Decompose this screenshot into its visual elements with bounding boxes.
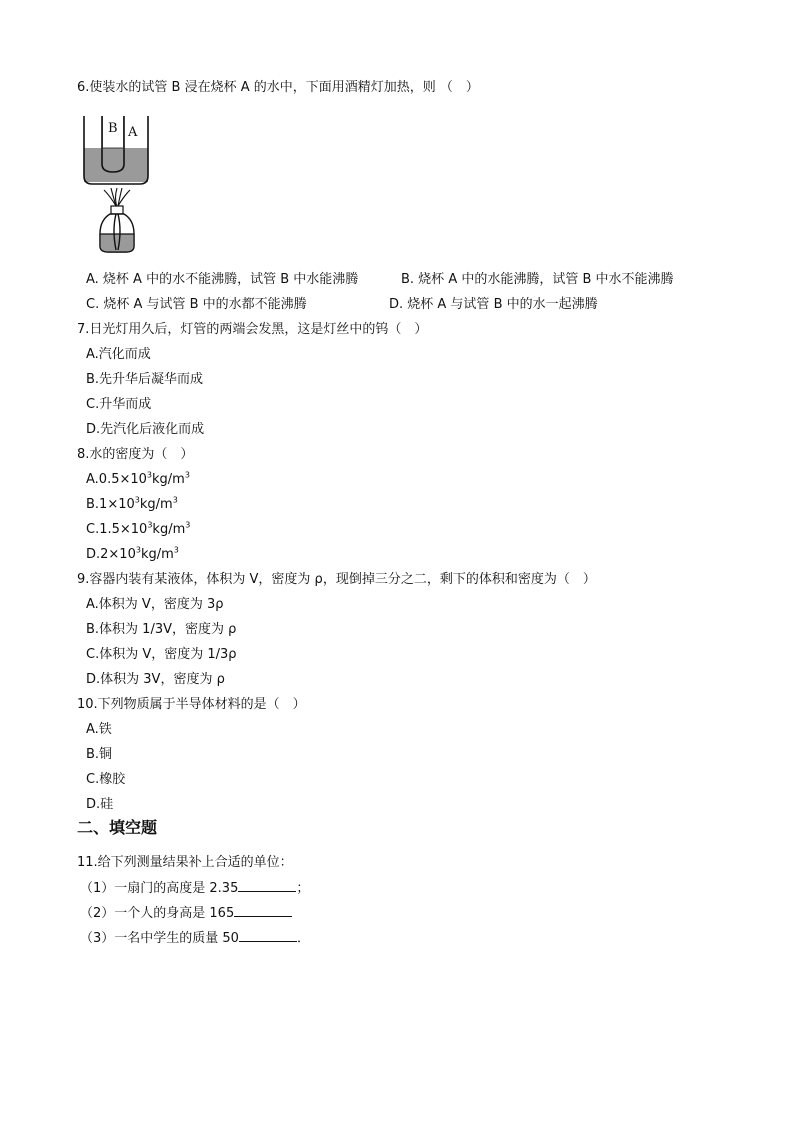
q7-option-b: B.先升华后凝华而成 (86, 372, 204, 387)
question-10-stem: 10.下列物质属于半导体材料的是（ ） (77, 697, 306, 712)
q9-option-d: D.体积为 3V，密度为 ρ (86, 672, 225, 687)
q9-option-a: A.体积为 V，密度为 3ρ (86, 597, 224, 612)
question-9-stem: 9.容器内装有某液体，体积为 V，密度为 ρ，现倒掉三分之二，剩下的体积和密度为（ ） (77, 572, 596, 587)
q11-item-2: （2）一个人的身高是 165 (80, 904, 292, 923)
boiling-apparatus-figure (80, 112, 156, 258)
q10-option-a: A.铁 (86, 722, 112, 737)
q6-option-c: C. 烧杯 A 与试管 B 中的水都不能沸腾 (86, 297, 307, 312)
question-7-stem: 7.日光灯用久后，灯管的两端会发黑，这是灯丝中的钨（ ） (77, 322, 428, 337)
question-11-stem: 11.给下列测量结果补上合适的单位： (77, 855, 293, 870)
q10-option-c: C.橡胶 (86, 772, 126, 787)
answer-blank[interactable] (239, 929, 297, 942)
q8-option-d: $D.2\times 10^3kg/m^3$ (86, 545, 179, 562)
answer-blank[interactable] (238, 879, 296, 892)
q6-option-d: D. 烧杯 A 与试管 B 中的水一起沸腾 (389, 297, 598, 312)
q9-option-c: C.体积为 V，密度为 1/3ρ (86, 647, 237, 662)
q7-option-a: A.汽化而成 (86, 347, 151, 362)
q6-option-b: B. 烧杯 A 中的水能沸腾，试管 B 中水不能沸腾 (401, 272, 674, 287)
q8-option-b: $B.1\times 10^3kg/m^3$ (86, 495, 178, 512)
q6-option-a: A. 烧杯 A 中的水不能沸腾，试管 B 中水能沸腾 (86, 272, 359, 287)
question-8-stem: 8.水的密度为（ ） (77, 447, 194, 462)
q11-item-3: （3）一名中学生的质量 50 ． (80, 931, 310, 946)
q7-option-d: D.先汽化后液化而成 (86, 422, 205, 437)
q8-option-a: $A.0.5\times 10^3kg/m^3$ (86, 470, 190, 487)
tube-label: B (108, 121, 118, 136)
q9-option-b: B.体积为 1/3V，密度为 ρ (86, 622, 237, 637)
beaker-label: A (128, 125, 138, 140)
flame-icon (104, 188, 130, 207)
q10-option-d: D.硅 (86, 797, 114, 812)
q10-option-b: B.铜 (86, 747, 113, 762)
q11-item-1: （1）一扇门的高度是 2.35 ； (80, 881, 310, 896)
q8-option-c: $C.1.5\times 10^3kg/m^3$ (86, 520, 191, 537)
question-6-stem: 6.使装水的试管 B 浸在烧杯 A 的水中，下面用酒精灯加热，则 （ ） (77, 80, 479, 95)
answer-blank[interactable] (234, 904, 292, 917)
alcohol-lamp (100, 206, 134, 252)
section-title: 二、填空题 (77, 818, 158, 837)
q7-option-c: C.升华而成 (86, 397, 152, 412)
